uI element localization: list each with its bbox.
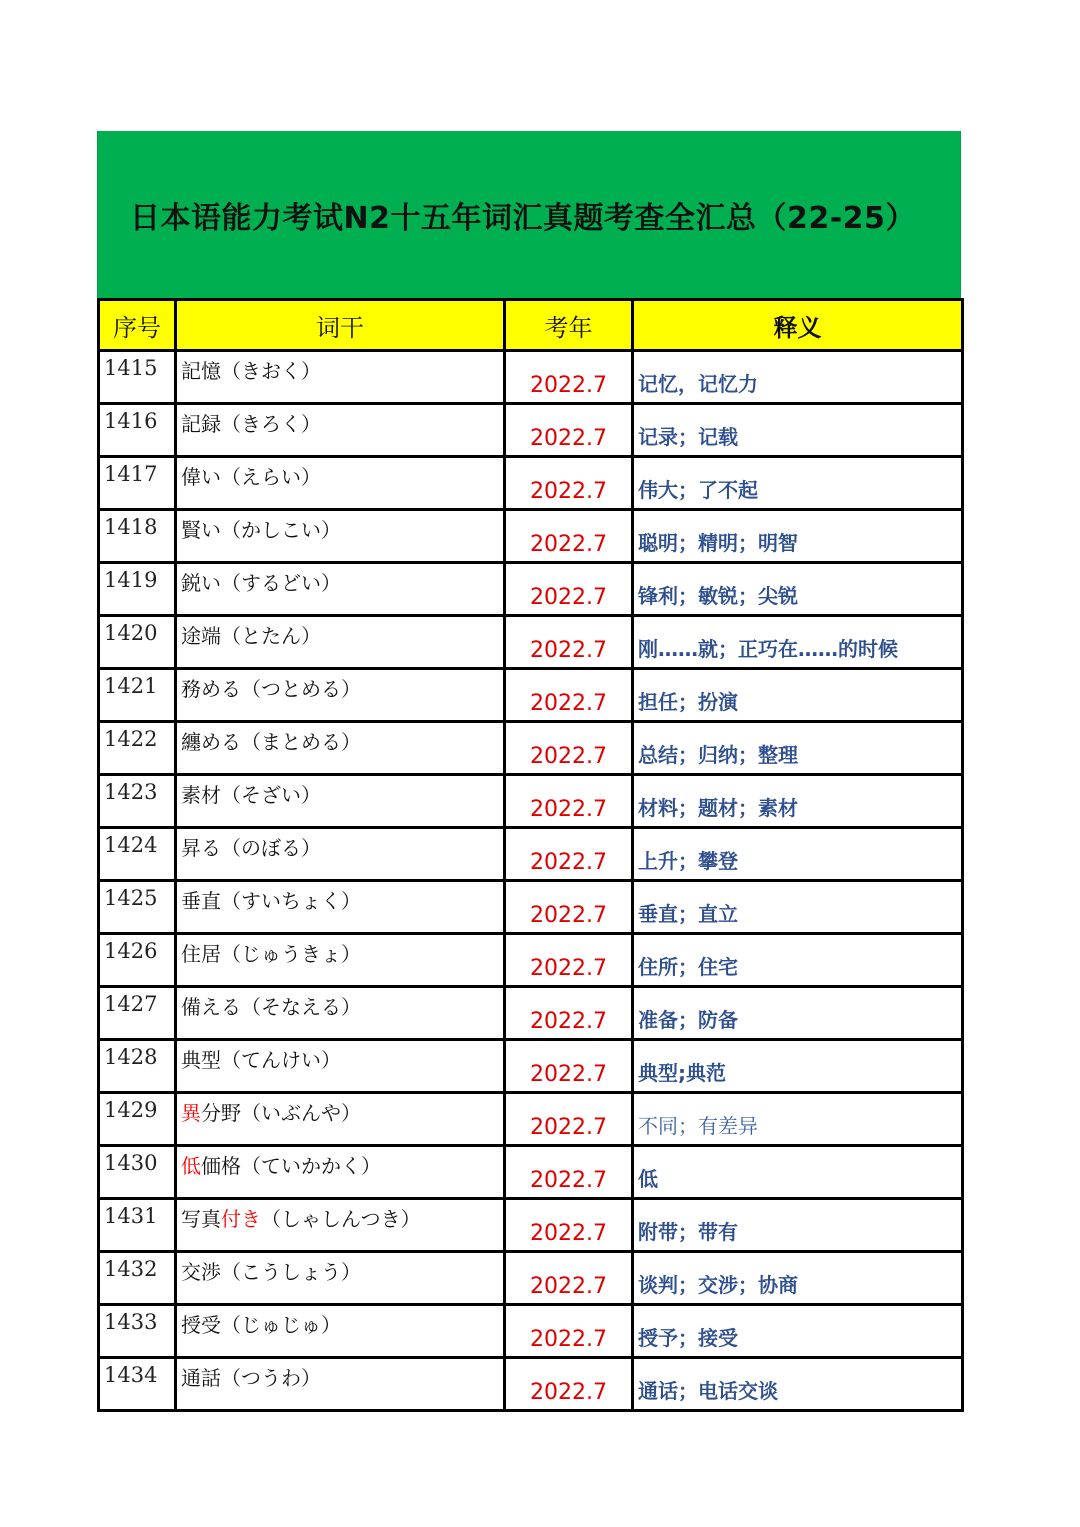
header-no: 序号 [99,300,176,351]
table-row [99,934,963,987]
header-row [99,300,963,351]
table-row [99,775,963,828]
cell-year: 2022.7 [505,1358,633,1411]
cell-year: 2022.7 [505,563,633,616]
word-text: 通話（つうわ） [181,1366,321,1390]
cell-year: 2022.7 [505,1146,633,1199]
word-highlight: 付き [221,1207,261,1231]
table-row [99,1199,963,1252]
word-text: 素材（そざい） [181,783,321,807]
word-text: 記憶（きおく） [181,359,321,383]
word-text: 途端（とたん） [181,624,321,648]
cell-year: 2022.7 [505,510,633,563]
word-text: 垂直（すいちょく） [181,889,361,913]
cell-word [176,1252,505,1305]
table-row [99,457,963,510]
cell-number: 1427 [99,987,176,1040]
word-text: 交渉（こうしょう） [181,1260,361,1284]
cell-word [176,563,505,616]
cell-year: 2022.7 [505,351,633,404]
cell-meaning: 聪明；精明；明智 [633,510,963,563]
cell-year: 2022.7 [505,881,633,934]
word-text: 鋭い（するどい） [181,571,341,595]
cell-meaning: 总结；归纳；整理 [633,722,963,775]
cell-meaning: 不同；有差异 [633,1093,963,1146]
cell-number: 1431 [99,1199,176,1252]
cell-word [176,351,505,404]
header-year: 考年 [505,300,633,351]
word-text: 分野（いぶんや） [201,1101,361,1125]
word-text: 写真 [181,1207,221,1231]
cell-number: 1415 [99,351,176,404]
word-text: 務める（つとめる） [181,677,361,701]
word-reading: （しゃしんつき） [261,1207,421,1231]
cell-meaning: 记录；记载 [633,404,963,457]
cell-word [176,934,505,987]
word-text: 偉い（えらい） [181,465,321,489]
cell-meaning: 谈判；交涉；协商 [633,1252,963,1305]
cell-number: 1420 [99,616,176,669]
cell-word [176,987,505,1040]
cell-word [176,1040,505,1093]
cell-year: 2022.7 [505,828,633,881]
cell-number: 1422 [99,722,176,775]
word-text: 記録（きろく） [181,412,321,436]
cell-word [176,1358,505,1411]
cell-number: 1430 [99,1146,176,1199]
cell-number: 1417 [99,457,176,510]
cell-year: 2022.7 [505,1040,633,1093]
cell-year: 2022.7 [505,1305,633,1358]
cell-year: 2022.7 [505,669,633,722]
cell-year: 2022.7 [505,616,633,669]
word-text: 昇る（のぼる） [181,836,321,860]
cell-word [176,404,505,457]
cell-meaning: 准备；防备 [633,987,963,1040]
cell-meaning: 伟大；了不起 [633,457,963,510]
cell-year: 2022.7 [505,1199,633,1252]
word-text: 備える（そなえる） [181,995,361,1019]
table-row [99,1305,963,1358]
cell-number: 1419 [99,563,176,616]
word-text: 価格（ていかかく） [201,1154,381,1178]
cell-number: 1416 [99,404,176,457]
cell-meaning: 锋利；敏锐；尖锐 [633,563,963,616]
cell-number: 1429 [99,1093,176,1146]
table-row [99,616,963,669]
table-row [99,881,963,934]
vocab-sheet [97,131,961,1412]
cell-year: 2022.7 [505,1093,633,1146]
cell-meaning: 住所；住宅 [633,934,963,987]
cell-number: 1421 [99,669,176,722]
cell-word [176,669,505,722]
word-text: 授受（じゅじゅ） [181,1313,341,1337]
word-text: 賢い（かしこい） [181,518,341,542]
table-row [99,1252,963,1305]
cell-year: 2022.7 [505,775,633,828]
page-title: 日本语能力考试N2十五年词汇真题考查全汇总（22-25） [130,200,916,236]
table-row [99,828,963,881]
table-row [99,404,963,457]
cell-word [176,828,505,881]
cell-number: 1432 [99,1252,176,1305]
cell-meaning: 通话；电话交谈 [633,1358,963,1411]
table-row [99,722,963,775]
cell-number: 1425 [99,881,176,934]
cell-meaning: 垂直；直立 [633,881,963,934]
cell-year: 2022.7 [505,934,633,987]
word-text: 典型（てんけい） [181,1048,341,1072]
header-word: 词干 [176,300,505,351]
cell-number: 1433 [99,1305,176,1358]
table-row [99,1146,963,1199]
word-text: 纏める（まとめる） [181,730,361,754]
cell-meaning: 刚……就；正巧在……的时候 [633,616,963,669]
cell-word [176,775,505,828]
cell-meaning: 记忆，记忆力 [633,351,963,404]
cell-word [176,1199,505,1252]
vocab-table [97,298,964,1412]
table-row [99,669,963,722]
table-row [99,1093,963,1146]
cell-word [176,1305,505,1358]
cell-number: 1424 [99,828,176,881]
cell-number: 1423 [99,775,176,828]
word-highlight: 低 [181,1154,201,1178]
cell-meaning: 授予；接受 [633,1305,963,1358]
header-meaning: 释义 [633,300,963,351]
cell-meaning: 附带；带有 [633,1199,963,1252]
cell-year: 2022.7 [505,1252,633,1305]
cell-word [176,457,505,510]
cell-number: 1434 [99,1358,176,1411]
table-row [99,351,963,404]
cell-number: 1418 [99,510,176,563]
cell-word [176,881,505,934]
cell-number: 1428 [99,1040,176,1093]
cell-word [176,722,505,775]
cell-year: 2022.7 [505,404,633,457]
cell-number: 1426 [99,934,176,987]
table-row [99,563,963,616]
cell-word [176,1093,505,1146]
cell-meaning: 材料；题材；素材 [633,775,963,828]
table-row [99,1040,963,1093]
cell-word [176,510,505,563]
table-row [99,1358,963,1411]
word-text: 住居（じゅうきょ） [181,942,361,966]
cell-year: 2022.7 [505,457,633,510]
cell-year: 2022.7 [505,987,633,1040]
cell-meaning: 担任；扮演 [633,669,963,722]
table-body [99,351,963,1411]
cell-meaning: 上升；攀登 [633,828,963,881]
cell-word [176,616,505,669]
cell-word [176,1146,505,1199]
cell-meaning: 低 [633,1146,963,1199]
word-highlight: 異 [181,1101,201,1125]
title-banner [97,131,961,298]
cell-meaning: 典型;典范 [633,1040,963,1093]
table-row [99,510,963,563]
table-row [99,987,963,1040]
cell-year: 2022.7 [505,722,633,775]
